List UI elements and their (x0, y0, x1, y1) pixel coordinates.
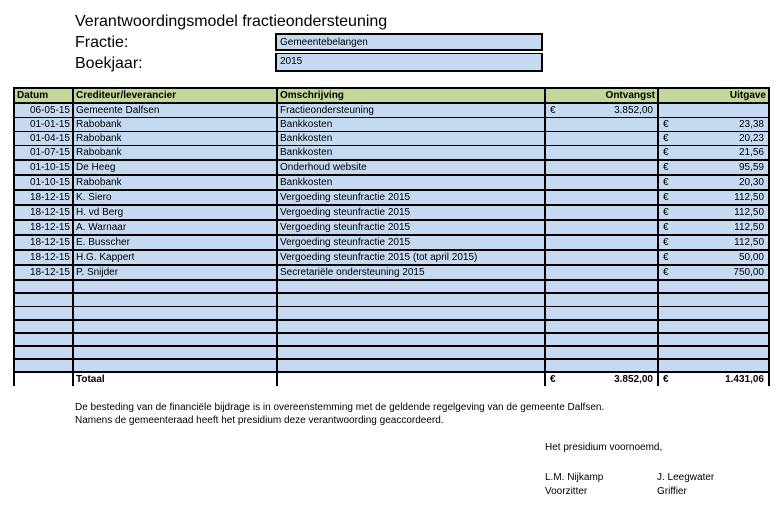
cell-datum[interactable]: 01-10-15 (14, 160, 73, 175)
currency-symbol: € (663, 162, 669, 173)
table-row (14, 103, 769, 118)
fractie-field[interactable]: Gemeentebelangen (275, 33, 543, 51)
cell-uitgave[interactable] (658, 160, 769, 175)
currency-symbol: € (663, 192, 669, 203)
cell-datum[interactable]: 01-10-15 (14, 175, 73, 190)
cell-omschrijving[interactable]: Vergoeding steunfractie 2015 (277, 190, 545, 205)
document-title: Verantwoordingsmodel fractieondersteuning (75, 13, 388, 30)
cell-omschrijving[interactable]: Vergoeding steunfractie 2015 (tot april 2015) (277, 250, 545, 265)
table-row (14, 160, 769, 175)
cell-uitgave[interactable] (658, 250, 769, 265)
cell-uitgave[interactable] (658, 359, 769, 372)
cell-uitgave-amount: 112,50 (734, 222, 764, 233)
currency-symbol: € (663, 252, 669, 263)
cell-omschrijving[interactable] (277, 320, 545, 333)
boekjaar-field[interactable]: 2015 (275, 53, 543, 72)
cell-omschrijving[interactable] (277, 306, 545, 319)
table-row (14, 146, 769, 161)
empty-table-row (14, 333, 769, 346)
cell-uitgave[interactable] (658, 346, 769, 359)
cell-crediteur[interactable]: H.G. Kappert (73, 250, 277, 265)
cell-uitgave[interactable] (658, 235, 769, 250)
cell-datum[interactable]: 18-12-15 (14, 190, 73, 205)
declaration-line-1: De besteding van de financiële bijdrage is in overeenstemming met de geldende regelgeving van de gemeente Dalfsen. (75, 402, 605, 413)
cell-ontvangst[interactable] (545, 346, 658, 359)
empty-table-row (14, 280, 769, 293)
table-row (14, 175, 769, 190)
cell-uitgave[interactable] (658, 280, 769, 293)
declaration-line-2: Namens de gemeenteraad heeft het presidium deze verantwoording geaccordeerd. (75, 415, 444, 426)
cell-omschrijving[interactable]: Vergoeding steunfractie 2015 (277, 220, 545, 235)
cell-uitgave[interactable] (658, 293, 769, 306)
total-uitgave (658, 372, 769, 386)
total-omschrijving-cell (277, 372, 545, 386)
cell-datum[interactable]: 01-01-15 (14, 118, 73, 132)
cell-ontvangst[interactable] (545, 146, 658, 161)
cell-uitgave-amount: 112,50 (734, 192, 764, 203)
cell-crediteur[interactable] (73, 306, 277, 319)
empty-table-row (14, 359, 769, 372)
cell-uitgave[interactable] (658, 306, 769, 319)
cell-ontvangst[interactable] (545, 160, 658, 175)
currency-symbol: € (663, 177, 669, 188)
cell-omschrijving[interactable]: Bankkosten (277, 175, 545, 190)
empty-table-row (14, 346, 769, 359)
currency-symbol: € (550, 374, 556, 386)
cell-uitgave[interactable] (658, 333, 769, 346)
cell-ontvangst[interactable] (545, 280, 658, 293)
table-row (14, 205, 769, 220)
table-row (14, 132, 769, 146)
cell-ontvangst[interactable] (545, 235, 658, 250)
cell-uitgave[interactable] (658, 265, 769, 280)
cell-crediteur[interactable]: Rabobank (73, 146, 277, 161)
cell-omschrijving[interactable]: Secretariële ondersteuning 2015 (277, 265, 545, 280)
cell-crediteur[interactable]: P. Snijder (73, 265, 277, 280)
cell-datum[interactable] (14, 293, 73, 306)
cell-uitgave-amount: 112,50 (734, 237, 764, 248)
table-row (14, 190, 769, 205)
cell-ontvangst[interactable] (545, 359, 658, 372)
currency-symbol: € (663, 222, 669, 233)
cell-uitgave[interactable] (658, 118, 769, 132)
currency-symbol: € (550, 105, 556, 116)
cell-omschrijving[interactable]: Vergoeding steunfractie 2015 (277, 205, 545, 220)
cell-ontvangst[interactable] (545, 333, 658, 346)
cell-omschrijving[interactable]: Bankkosten (277, 118, 545, 132)
table-row (14, 250, 769, 265)
cell-datum[interactable]: 06-05-15 (14, 103, 73, 118)
cell-uitgave[interactable] (658, 220, 769, 235)
cell-omschrijving[interactable]: Bankkosten (277, 132, 545, 146)
currency-symbol: € (663, 374, 669, 386)
total-row (14, 372, 769, 386)
cell-crediteur[interactable] (73, 320, 277, 333)
closing-text: Het presidium voornoemd, (545, 442, 663, 453)
cell-datum[interactable]: 01-07-15 (14, 146, 73, 161)
cell-ontvangst[interactable] (545, 132, 658, 146)
total-label: Totaal (73, 372, 277, 386)
signer-1-name: L.M. Nijkamp (545, 472, 604, 483)
cell-uitgave-amount: 50,00 (738, 252, 764, 263)
currency-symbol: € (663, 207, 669, 218)
cell-ontvangst[interactable] (545, 103, 658, 118)
currency-symbol: € (663, 237, 669, 248)
cell-ontvangst[interactable] (545, 175, 658, 190)
cell-crediteur[interactable]: De Heeg (73, 160, 277, 175)
cell-ontvangst[interactable] (545, 118, 658, 132)
cell-datum[interactable]: 18-12-15 (14, 205, 73, 220)
table-row (14, 220, 769, 235)
total-datum-cell (14, 372, 73, 386)
cell-crediteur[interactable]: Rabobank (73, 118, 277, 132)
cell-ontvangst[interactable] (545, 306, 658, 319)
cell-crediteur[interactable]: Gemeente Dalfsen (73, 103, 277, 118)
cell-uitgave[interactable] (658, 103, 769, 118)
total-ontvangst (545, 372, 658, 386)
cell-crediteur[interactable]: E. Busscher (73, 235, 277, 250)
col-header-ontvangst: Ontvangst (545, 88, 658, 103)
table-header-row (14, 88, 769, 103)
cell-datum[interactable] (14, 306, 73, 319)
empty-table-row (14, 306, 769, 319)
cell-uitgave-amount: 21,56 (738, 147, 764, 158)
cell-omschrijving[interactable]: Onderhoud website (277, 160, 545, 175)
cell-crediteur[interactable]: Rabobank (73, 132, 277, 146)
cell-crediteur[interactable] (73, 359, 277, 372)
cell-ontvangst[interactable] (545, 190, 658, 205)
transactions-table (13, 87, 770, 386)
cell-datum[interactable] (14, 346, 73, 359)
cell-omschrijving[interactable]: Vergoeding steunfractie 2015 (277, 235, 545, 250)
cell-crediteur[interactable]: H. vd Berg (73, 205, 277, 220)
currency-symbol: € (663, 147, 669, 158)
cell-datum[interactable] (14, 320, 73, 333)
cell-ontvangst-amount: 3.852,00 (614, 105, 653, 116)
cell-omschrijving[interactable]: Fractieondersteuning (277, 103, 545, 118)
cell-omschrijving[interactable]: Bankkosten (277, 146, 545, 161)
cell-datum[interactable] (14, 280, 73, 293)
signer-2-name: J. Leegwater (657, 472, 715, 483)
cell-datum[interactable]: 18-12-15 (14, 250, 73, 265)
cell-uitgave-amount: 112,50 (734, 207, 764, 218)
table-row (14, 265, 769, 280)
cell-uitgave[interactable] (658, 146, 769, 161)
cell-uitgave[interactable] (658, 132, 769, 146)
currency-symbol: € (663, 119, 669, 130)
col-header-uitgave: Uitgave (658, 88, 769, 103)
cell-uitgave[interactable] (658, 175, 769, 190)
cell-ontvangst[interactable] (545, 250, 658, 265)
total-ontvangst-amount: 3.852,00 (614, 374, 653, 386)
cell-uitgave[interactable] (658, 320, 769, 333)
table-row (14, 118, 769, 132)
cell-crediteur[interactable] (73, 293, 277, 306)
cell-uitgave-amount: 20,23 (738, 133, 764, 144)
cell-uitgave[interactable] (658, 205, 769, 220)
currency-symbol: € (663, 267, 669, 278)
cell-datum[interactable]: 18-12-15 (14, 220, 73, 235)
signer-2-role: Griffier (657, 486, 687, 497)
cell-datum[interactable]: 01-04-15 (14, 132, 73, 146)
table-row (14, 235, 769, 250)
boekjaar-label: Boekjaar: (75, 55, 143, 72)
cell-crediteur[interactable] (73, 346, 277, 359)
fractie-label: Fractie: (75, 34, 129, 51)
cell-datum[interactable]: 18-12-15 (14, 235, 73, 250)
cell-ontvangst[interactable] (545, 220, 658, 235)
cell-ontvangst[interactable] (545, 293, 658, 306)
empty-table-row (14, 293, 769, 306)
cell-datum[interactable]: 18-12-15 (14, 265, 73, 280)
cell-omschrijving[interactable] (277, 333, 545, 346)
cell-crediteur[interactable] (73, 280, 277, 293)
cell-uitgave-amount: 750,00 (733, 267, 764, 278)
cell-datum[interactable] (14, 333, 73, 346)
empty-table-row (14, 320, 769, 333)
cell-crediteur[interactable]: A. Warnaar (73, 220, 277, 235)
cell-ontvangst[interactable] (545, 205, 658, 220)
cell-ontvangst[interactable] (545, 265, 658, 280)
cell-omschrijving[interactable] (277, 359, 545, 372)
col-header-crediteur: Crediteur/leverancier (73, 88, 277, 103)
col-header-datum: Datum (14, 88, 73, 103)
currency-symbol: € (663, 133, 669, 144)
cell-omschrijving[interactable] (277, 346, 545, 359)
cell-omschrijving[interactable] (277, 293, 545, 306)
col-header-omschrijving: Omschrijving (277, 88, 545, 103)
cell-crediteur[interactable]: K. Siero (73, 190, 277, 205)
total-uitgave-amount: 1.431,06 (725, 374, 764, 386)
cell-crediteur[interactable]: Rabobank (73, 175, 277, 190)
cell-omschrijving[interactable] (277, 280, 545, 293)
cell-uitgave-amount: 95,59 (738, 162, 764, 173)
cell-crediteur[interactable] (73, 333, 277, 346)
signer-1-role: Voorzitter (545, 486, 588, 497)
cell-datum[interactable] (14, 359, 73, 372)
cell-uitgave-amount: 20,30 (738, 177, 764, 188)
cell-uitgave-amount: 23,38 (738, 119, 764, 130)
cell-uitgave[interactable] (658, 190, 769, 205)
cell-ontvangst[interactable] (545, 320, 658, 333)
